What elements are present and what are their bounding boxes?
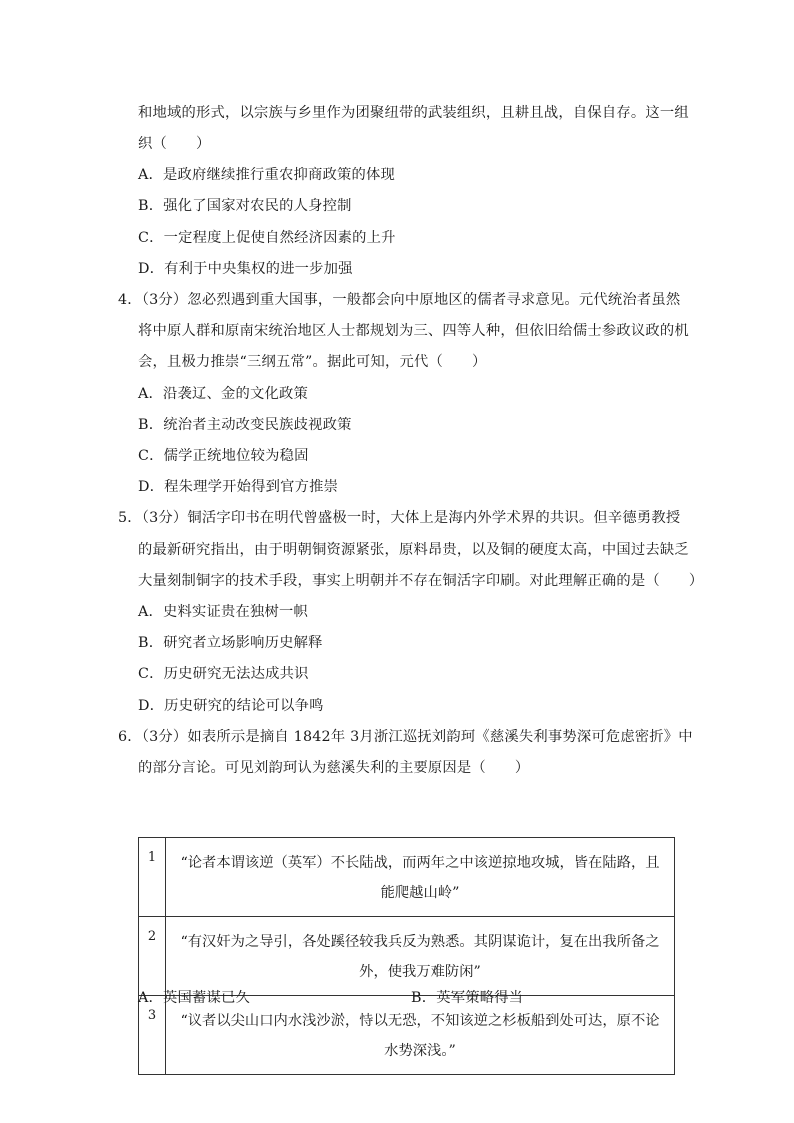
q5-option-a[interactable]: A．史料实证贵在独树一帜 (138, 604, 308, 620)
q6-stem-line1: 6．（3分）如表所示是摘自 1842年 3月浙江巡抚刘韵珂《慈溪失利事势深可危虑密折》中 (118, 729, 693, 745)
q5-stem-line1: 5．（3分）铜活字印书在明代曾盛极一时，大体上是海内外学术界的共识。但辛德勇教授 (118, 510, 681, 526)
q4-stem-line1: 4．（3分）忽必烈遇到重大国事，一般都会向中原地区的儒者寻求意见。元代统治者虽然 (118, 292, 681, 308)
q3-option-a[interactable]: A．是政府继续推行重农抑商政策的体现 (138, 167, 395, 183)
row-number: 1 (139, 838, 166, 917)
q4-option-a[interactable]: A．沿袭辽、金的文化政策 (138, 386, 308, 402)
q5-stem-line3: 大量刻制铜字的技术手段，事实上明朝并不存在铜活字印刷。对此理解正确的是（ ） (138, 573, 704, 589)
row-quote: “议者以尖山口内水浅沙淤，恃以无恐，不知该逆之杉板船到处可达，原不论水势深浅。” (166, 996, 675, 1075)
row-number: 3 (139, 996, 166, 1075)
q3-option-d[interactable]: D．有利于中央集权的进一步加强 (138, 261, 353, 277)
q4-stem-line2: 将中原人群和原南宋统治地区人士都规划为三、四等人种，但依旧给儒士参政议政的机 (138, 323, 689, 339)
q5-option-d[interactable]: D．历史研究的结论可以争鸣 (138, 698, 324, 714)
q6-option-a[interactable]: A．英国蓄谋已久 (138, 990, 251, 1006)
q4-option-b[interactable]: B．统治者主动改变民族歧视政策 (138, 417, 352, 433)
q5-option-b[interactable]: B．研究者立场影响历史解释 (138, 635, 323, 651)
q3-stem-line2: 织（ ） (138, 136, 211, 152)
q6-option-b[interactable]: B．英军策略得当 (411, 990, 524, 1006)
row-quote: “论者本谓该逆（英军）不长陆战，而两年之中该逆掠地攻城，皆在陆路，且能爬越山岭” (166, 838, 675, 917)
row-quote: “有汉奸为之导引，各处蹊径较我兵反为熟悉。其阴谋诡计，复在出我所备之外，使我万难防闲” (166, 917, 675, 996)
q5-option-c[interactable]: C．历史研究无法达成共识 (138, 666, 309, 682)
table-row (139, 917, 675, 996)
q5-stem-line2: 的最新研究指出，由于明朝铜资源紧张，原料昂贵，以及铜的硬度太高，中国过去缺乏 (138, 542, 689, 558)
q4-option-d[interactable]: D．程朱理学开始得到官方推崇 (138, 479, 339, 495)
q3-stem-line1: 和地域的形式，以宗族与乡里作为团聚纽带的武装组织，且耕且战，自保自存。这一组 (138, 105, 689, 121)
q3-option-b[interactable]: B．强化了国家对农民的人身控制 (138, 198, 352, 214)
q4-stem-line3: 会，且极力推崇“三纲五常”。据此可知，元代（ ） (138, 354, 487, 370)
q6-stem-line2: 的部分言论。可见刘韵珂认为慈溪失利的主要原因是（ ） (138, 760, 530, 776)
row-number: 2 (139, 917, 166, 996)
q3-option-c[interactable]: C．一定程度上促使自然经济因素的上升 (138, 230, 396, 246)
q6-quote-table (138, 837, 675, 1075)
q4-option-c[interactable]: C．儒学正统地位较为稳固 (138, 448, 309, 464)
table-row (139, 838, 675, 917)
